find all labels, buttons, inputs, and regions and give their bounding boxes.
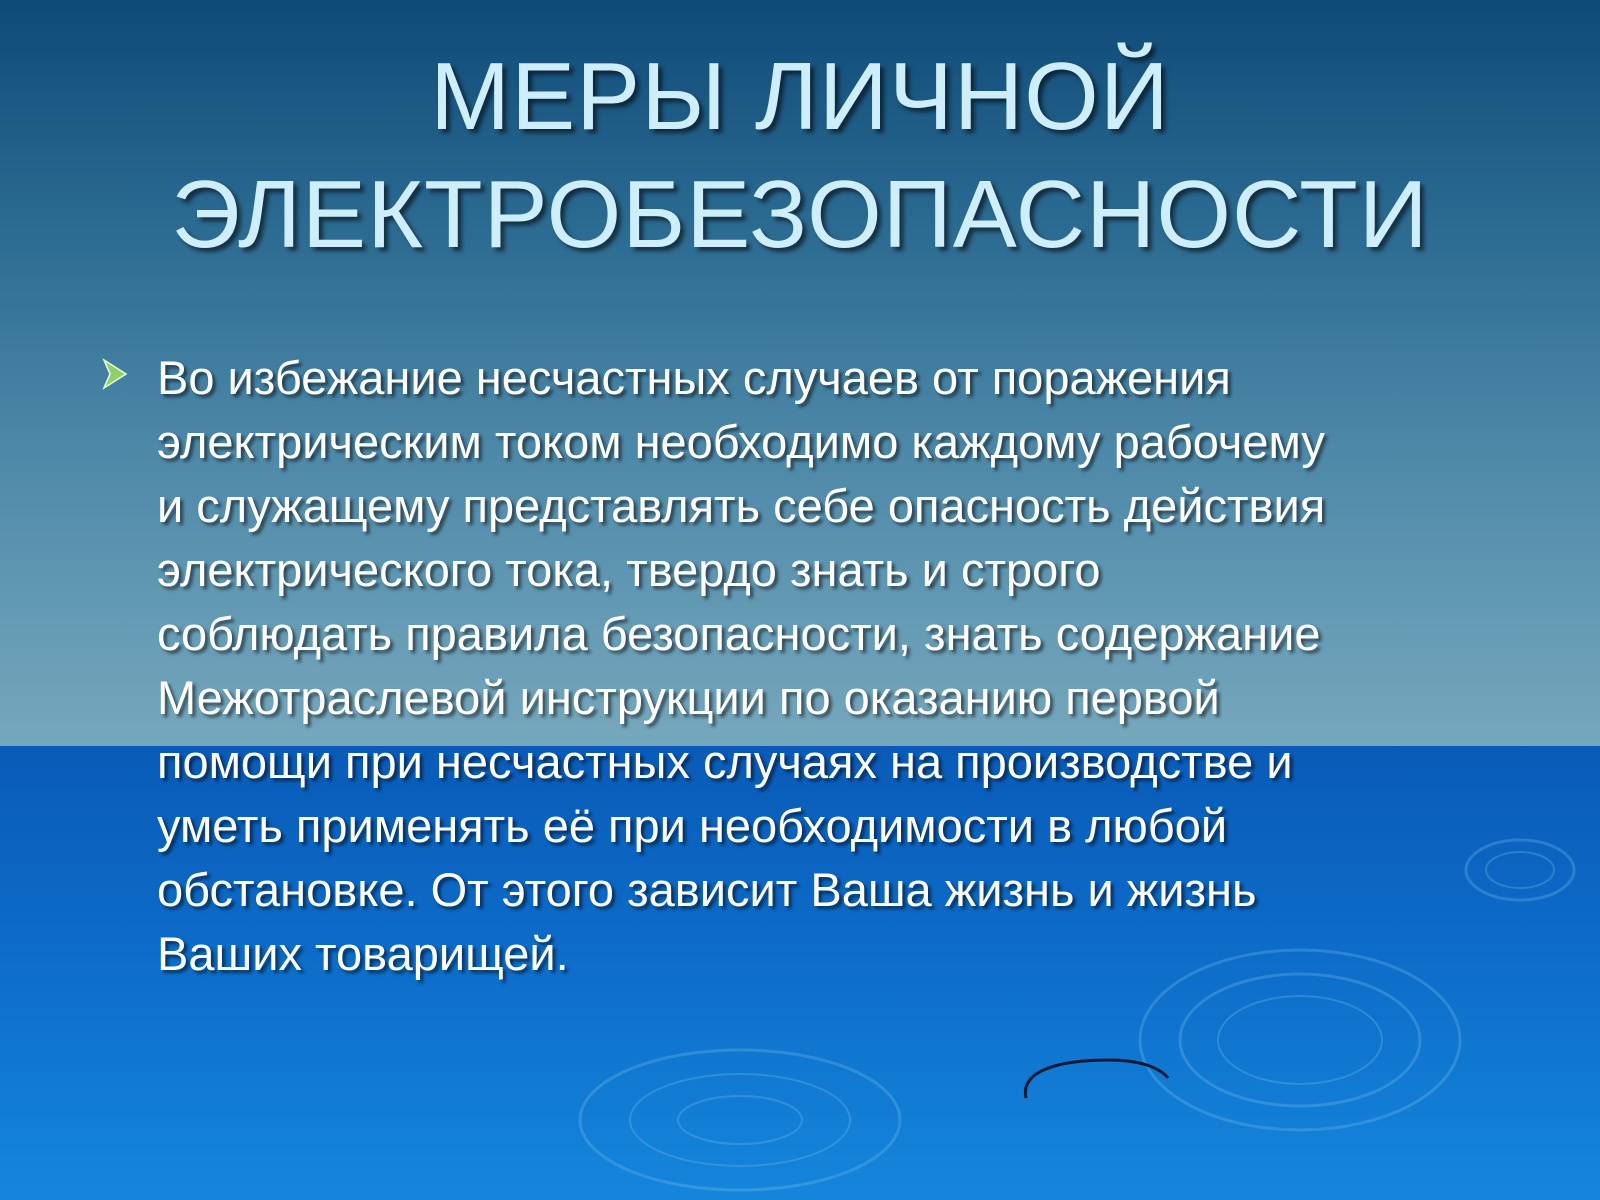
ripple-dark-arc bbox=[1025, 1060, 1168, 1098]
body-line: электрическим током необходимо каждому рабочему bbox=[157, 415, 1325, 468]
slide-title bbox=[40, 38, 1560, 274]
ripple-ring bbox=[1218, 996, 1382, 1084]
title-line-2: ЭЛЕКТРОБЕЗОПАСНОСТИ bbox=[171, 161, 1429, 268]
ripple-ring bbox=[580, 1050, 900, 1190]
bullet-text bbox=[157, 346, 1597, 986]
title-line-1: МЕРЫ ЛИЧНОЙ bbox=[430, 43, 1170, 150]
body-line: помощи при несчастных случаях на производстве и bbox=[157, 735, 1293, 788]
ripple-ring bbox=[630, 1074, 850, 1166]
body-line: Межотраслевой инструкции по оказанию первой bbox=[157, 671, 1220, 724]
ripple-ring bbox=[1180, 974, 1420, 1106]
body-line: соблюдать правила безопасности, знать содержание bbox=[157, 607, 1321, 660]
body-line: и служащему представлять себе опасность действия bbox=[157, 479, 1326, 532]
ripple-ring bbox=[678, 1096, 802, 1144]
body-line: Во избежание несчастных случаев от поражения bbox=[157, 351, 1231, 404]
body-line: Ваших товарищей. bbox=[157, 927, 569, 980]
body-line: уметь применять её при необходимости в любой bbox=[157, 799, 1228, 852]
body-line: электрического тока, твердо знать и строго bbox=[157, 543, 1101, 596]
arrowhead-bullet-icon bbox=[100, 354, 130, 394]
body-line: обстановке. От этого зависит Ваша жизнь и жизнь bbox=[157, 863, 1257, 916]
